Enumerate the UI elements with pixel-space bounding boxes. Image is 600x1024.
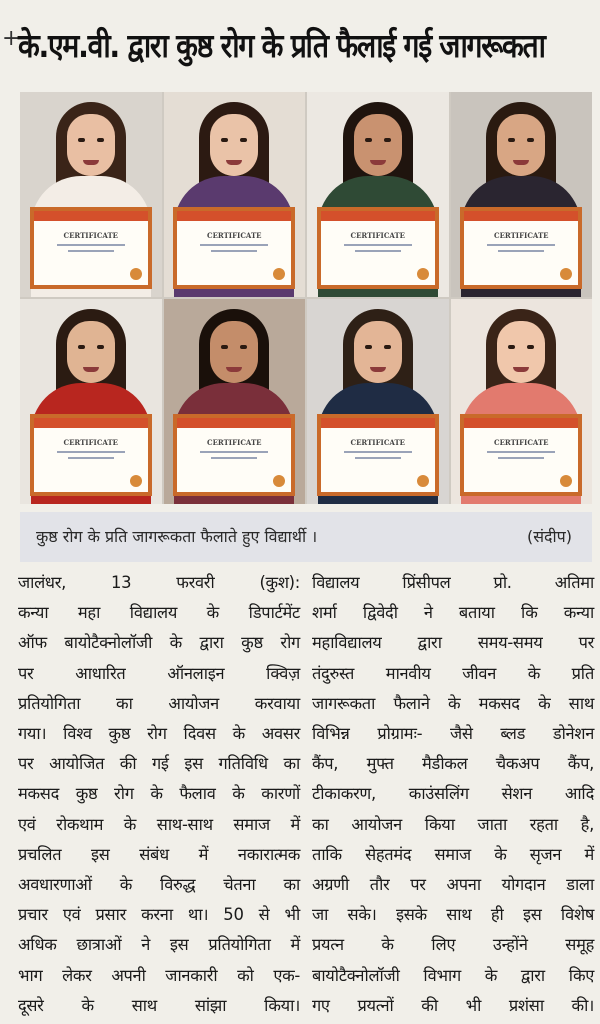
certificate	[30, 207, 152, 289]
certificate-line	[487, 244, 555, 246]
certificate-line	[487, 451, 555, 453]
mouth	[226, 367, 242, 372]
eye	[508, 138, 515, 142]
certificate	[173, 207, 295, 289]
eye	[78, 138, 85, 142]
eye	[97, 138, 104, 142]
certificate-band	[34, 418, 148, 428]
student-photo	[164, 92, 306, 297]
certificate-seal	[130, 268, 142, 280]
mouth	[513, 160, 529, 165]
eye	[384, 345, 391, 349]
certificate-band	[321, 211, 435, 221]
certificate-title: CERTIFICATE	[63, 231, 118, 240]
face	[354, 321, 402, 383]
article-line: ऑफ बायोटैक्नोलॉजी के द्वारा कुष्ठ रोग	[18, 633, 300, 653]
mouth	[83, 160, 99, 165]
face	[67, 321, 115, 383]
article-line: भाग लेकर अपनी जानकारी को एक-	[18, 965, 300, 985]
student-photo	[20, 299, 162, 504]
certificate-title: CERTIFICATE	[207, 231, 262, 240]
article-line: कैंप, मुफ्त मैडीकल चैकअप कैंप,	[312, 754, 594, 774]
article-line: जागरूकता फैलाने के मकसद के साथ	[312, 693, 594, 713]
article-line: अग्रणी तौर पर अपना योगदान डाला	[312, 875, 594, 895]
eye	[384, 138, 391, 142]
article-column-right	[312, 568, 594, 1020]
certificate-band	[321, 418, 435, 428]
certificate	[317, 414, 439, 496]
student-photo	[451, 299, 593, 504]
certificate	[317, 207, 439, 289]
student-photo	[307, 299, 449, 504]
plus-mark: +	[2, 26, 21, 51]
photo-caption-bar	[20, 512, 592, 562]
eye	[508, 345, 515, 349]
article-line: दूसरे के साथ सांझा किया।	[18, 995, 300, 1015]
certificate-band	[34, 211, 148, 221]
student-photo	[451, 92, 593, 297]
eye	[365, 345, 372, 349]
eye	[365, 138, 372, 142]
certificate-line	[355, 250, 401, 252]
certificate-line	[211, 250, 257, 252]
article-line: महाविद्यालय द्वारा समय-समय पर	[312, 633, 594, 653]
certificate-title: CERTIFICATE	[494, 231, 549, 240]
mouth	[370, 160, 386, 165]
certificate	[460, 207, 582, 289]
certificate-seal	[560, 475, 572, 487]
article-line: बायोटैक्नोलॉजी विभाग के द्वारा किए	[312, 965, 594, 985]
certificate-band	[464, 211, 578, 221]
eye	[97, 345, 104, 349]
eye	[78, 345, 85, 349]
student-photo	[164, 299, 306, 504]
face	[354, 114, 402, 176]
headline: के.एम.वी. द्वारा कुष्ठ रोग के प्रति फैलाई गई जागरूकता	[18, 26, 545, 65]
certificate-line	[344, 451, 412, 453]
certificate-title: CERTIFICATE	[350, 438, 405, 447]
certificate-seal	[273, 475, 285, 487]
eye	[221, 138, 228, 142]
article-line: कन्या महा विद्यालय के डिपार्टमेंट	[18, 603, 300, 623]
face	[497, 321, 545, 383]
article-line: प्रचार एवं प्रसार करना था। 50 से भी	[18, 905, 300, 925]
certificate-seal	[417, 475, 429, 487]
article-line: जालंधर, 13 फरवरी (कुश):	[18, 573, 300, 592]
face	[210, 321, 258, 383]
article-line: जा सके। इसके साथ ही इस विशेष	[312, 905, 594, 925]
eye	[240, 138, 247, 142]
certificate-seal	[417, 268, 429, 280]
certificate-line	[355, 457, 401, 459]
certificate-band	[464, 418, 578, 428]
certificate-line	[344, 244, 412, 246]
eye	[240, 345, 247, 349]
certificate-line	[68, 457, 114, 459]
mouth	[370, 367, 386, 372]
certificate-seal	[130, 475, 142, 487]
certificate-band	[177, 211, 291, 221]
certificate-title: CERTIFICATE	[63, 438, 118, 447]
certificate	[173, 414, 295, 496]
article-line: प्रतियोगिता का आयोजन करवाया	[18, 693, 300, 713]
article-column-left	[18, 568, 300, 1020]
article-line: पर आयोजित की गई इस गतिविधि का	[18, 754, 300, 774]
photo-credit: (संदीप)	[526, 527, 572, 546]
article-line: अधिक छात्राओं ने इस प्रतियोगिता में	[18, 935, 300, 955]
article-line: टीकाकरण, काउंसलिंग सेशन आदि	[312, 784, 594, 804]
article-line: का आयोजन किया जाता रहता है,	[312, 814, 594, 834]
article-line: एवं रोकथाम के साथ-साथ समाज में	[18, 814, 300, 834]
mouth	[513, 367, 529, 372]
student-photo	[20, 92, 162, 297]
certificate-title: CERTIFICATE	[207, 438, 262, 447]
student-photo	[307, 92, 449, 297]
certificate-line	[57, 451, 125, 453]
headline-row	[0, 0, 600, 92]
certificate	[30, 414, 152, 496]
article-body	[18, 568, 594, 1020]
certificate	[460, 414, 582, 496]
mouth	[226, 160, 242, 165]
certificate-line	[57, 244, 125, 246]
certificate-seal	[560, 268, 572, 280]
eye	[527, 138, 534, 142]
certificate-seal	[273, 268, 285, 280]
certificate-line	[498, 250, 544, 252]
certificate-title: CERTIFICATE	[350, 231, 405, 240]
face	[210, 114, 258, 176]
article-line: विभिन्न प्रोग्रामः- जैसे ब्लड डोनेशन	[312, 724, 594, 744]
article-line: प्रयत्न के लिए उन्होंने समूह	[312, 935, 594, 955]
certificate-line	[200, 244, 268, 246]
article-line: ताकि सेहतमंद समाज के सृजन में	[312, 844, 594, 864]
certificate-band	[177, 418, 291, 428]
certificate-line	[200, 451, 268, 453]
photo-caption: कुष्ठ रोग के प्रति जागरूकता फैलाते हुए विद्यार्थी ।	[36, 527, 318, 546]
mouth	[83, 367, 99, 372]
article-line: गए प्रयत्नों की भी प्रशंसा की।	[312, 995, 594, 1015]
eye	[221, 345, 228, 349]
article-line: विद्यालय प्रिंसीपल प्रो. अतिमा	[312, 573, 594, 592]
certificate-title: CERTIFICATE	[494, 438, 549, 447]
article-line: शर्मा द्विवेदी ने बताया कि कन्या	[312, 603, 594, 623]
face	[497, 114, 545, 176]
article-line: पर आधारित ऑनलाइन क्विज़	[18, 663, 300, 683]
certificate-line	[211, 457, 257, 459]
photo-collage	[20, 92, 592, 504]
article-line: गया। विश्व कुष्ठ रोग दिवस के अवसर	[18, 724, 300, 744]
eye	[527, 345, 534, 349]
certificate-line	[68, 250, 114, 252]
face	[67, 114, 115, 176]
article-line: अवधारणाओं के विरुद्ध चेतना का	[18, 875, 300, 895]
article-line: प्रचलित इस संबंध में नकारात्मक	[18, 844, 300, 864]
certificate-line	[498, 457, 544, 459]
article-line: मकसद कुष्ठ रोग के फैलाव के कारणों	[18, 784, 300, 804]
article-line: तंदुरुस्त मानवीय जीवन के प्रति	[312, 663, 594, 683]
